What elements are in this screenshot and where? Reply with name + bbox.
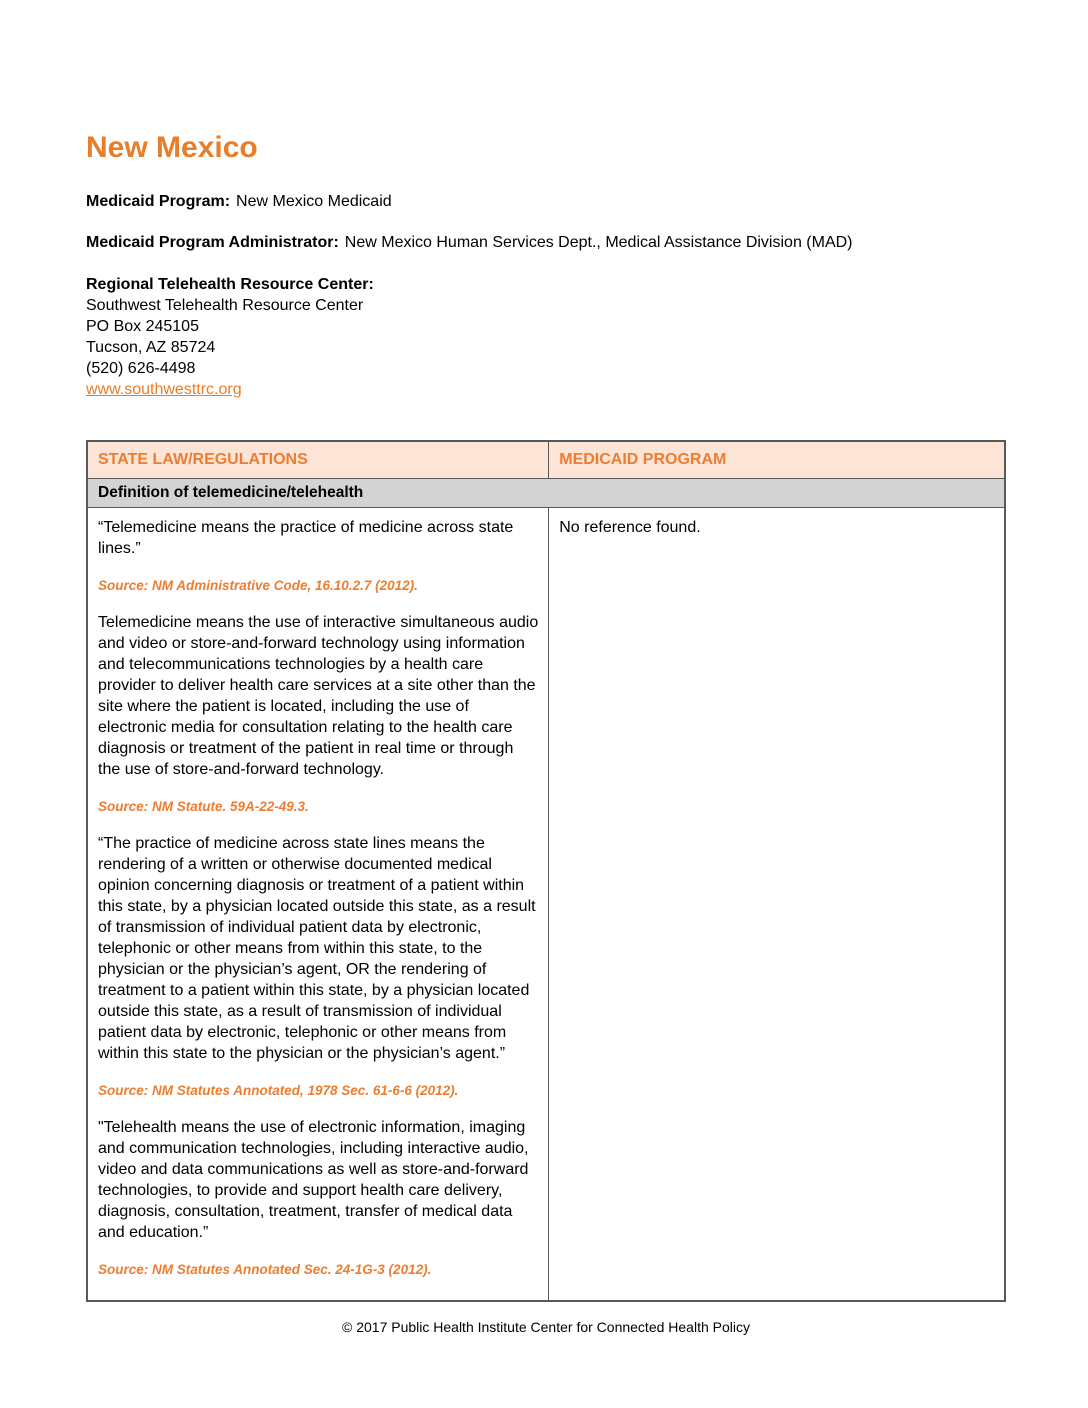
source-citation: Source: NM Administrative Code, 16.10.2.7 (2012). [98, 578, 418, 593]
source-citation: Source: NM Statute. 59A-22-49.3. [98, 799, 309, 814]
program-administrator-value: New Mexico Human Services Dept., Medical Assistance Division (MAD) [344, 234, 853, 251]
policy-table [86, 440, 1006, 1302]
resource-center-website-link[interactable]: www.southwesttrc.org [86, 381, 242, 398]
column-header-medicaid-program: MEDICAID PROGRAM [549, 441, 1005, 479]
medicaid-program-value: New Mexico Medicaid [236, 193, 392, 210]
state-law-cell [87, 508, 549, 1302]
source-citation: Source: NM Statutes Annotated Sec. 24-1G-3 (2012). [98, 1262, 432, 1277]
source-citation: Source: NM Statutes Annotated, 1978 Sec. 61-6-6 (2012). [98, 1083, 459, 1098]
page-footer: © 2017 Public Health Institute Center for Connected Health Policy [342, 1319, 750, 1335]
statute-paragraph: Telemedicine means the use of interactive simultaneous audio and video or store-and-forward technology using information and telecommunications technologies by a health care provider to deliver health care services at a site other than the site where the patient is located, including the use of electronic media for consultation relating to the health care diagnosis or treatment of the patient in real time or through the use of store-and-forward technology. [98, 614, 539, 778]
statute-paragraph: "Telehealth means the use of electronic information, imaging and communication technologies, including interactive audio, video and data communications as well as store-and-forward technologies, to provide and support health care delivery, diagnosis, consultation, treatment, transfer of medical data and education.” [98, 1119, 529, 1241]
resource-center-phone: (520) 626-4498 [86, 360, 196, 377]
medicaid-program-line [86, 192, 1006, 212]
table-header-row [87, 441, 1005, 479]
statute-paragraph: “The practice of medicine across state lines means the rendering of a written or otherwise documented medical opinion concerning diagnosis or treatment of a patient within this state, by a physician located outside this state, as a result of transmission of individual patient data by electronic, telephonic or other means from within this state, to the physician or the physician’s agent, OR the rendering of treatment to a patient within this state, by a physician located outside this state, as a result of transmission of individual patient data by electronic, telephonic or other means from within this state to the physician or the physician’s agent.” [98, 835, 536, 1062]
page-title: New Mexico [86, 131, 258, 164]
resource-center-po-box: PO Box 245105 [86, 318, 199, 335]
column-header-state-law: STATE LAW/REGULATIONS [87, 441, 549, 479]
resource-center-name: Southwest Telehealth Resource Center [86, 297, 364, 314]
medicaid-program-cell [549, 508, 1005, 1302]
resource-center-city-state-zip: Tucson, AZ 85724 [86, 339, 216, 356]
table-content-row [87, 508, 1005, 1302]
section-header-row [87, 479, 1005, 508]
regional-resource-center-block [86, 274, 1006, 400]
resource-center-heading: Regional Telehealth Resource Center: [86, 276, 374, 293]
section-header-definition: Definition of telemedicine/telehealth [87, 479, 1005, 508]
statute-paragraph: “Telemedicine means the practice of medicine across state lines.” [98, 519, 514, 557]
no-reference-text: No reference found. [559, 519, 701, 536]
program-administrator-label: Medicaid Program Administrator: [86, 234, 339, 251]
medicaid-program-label: Medicaid Program: [86, 193, 231, 210]
program-administrator-line [86, 233, 1006, 253]
